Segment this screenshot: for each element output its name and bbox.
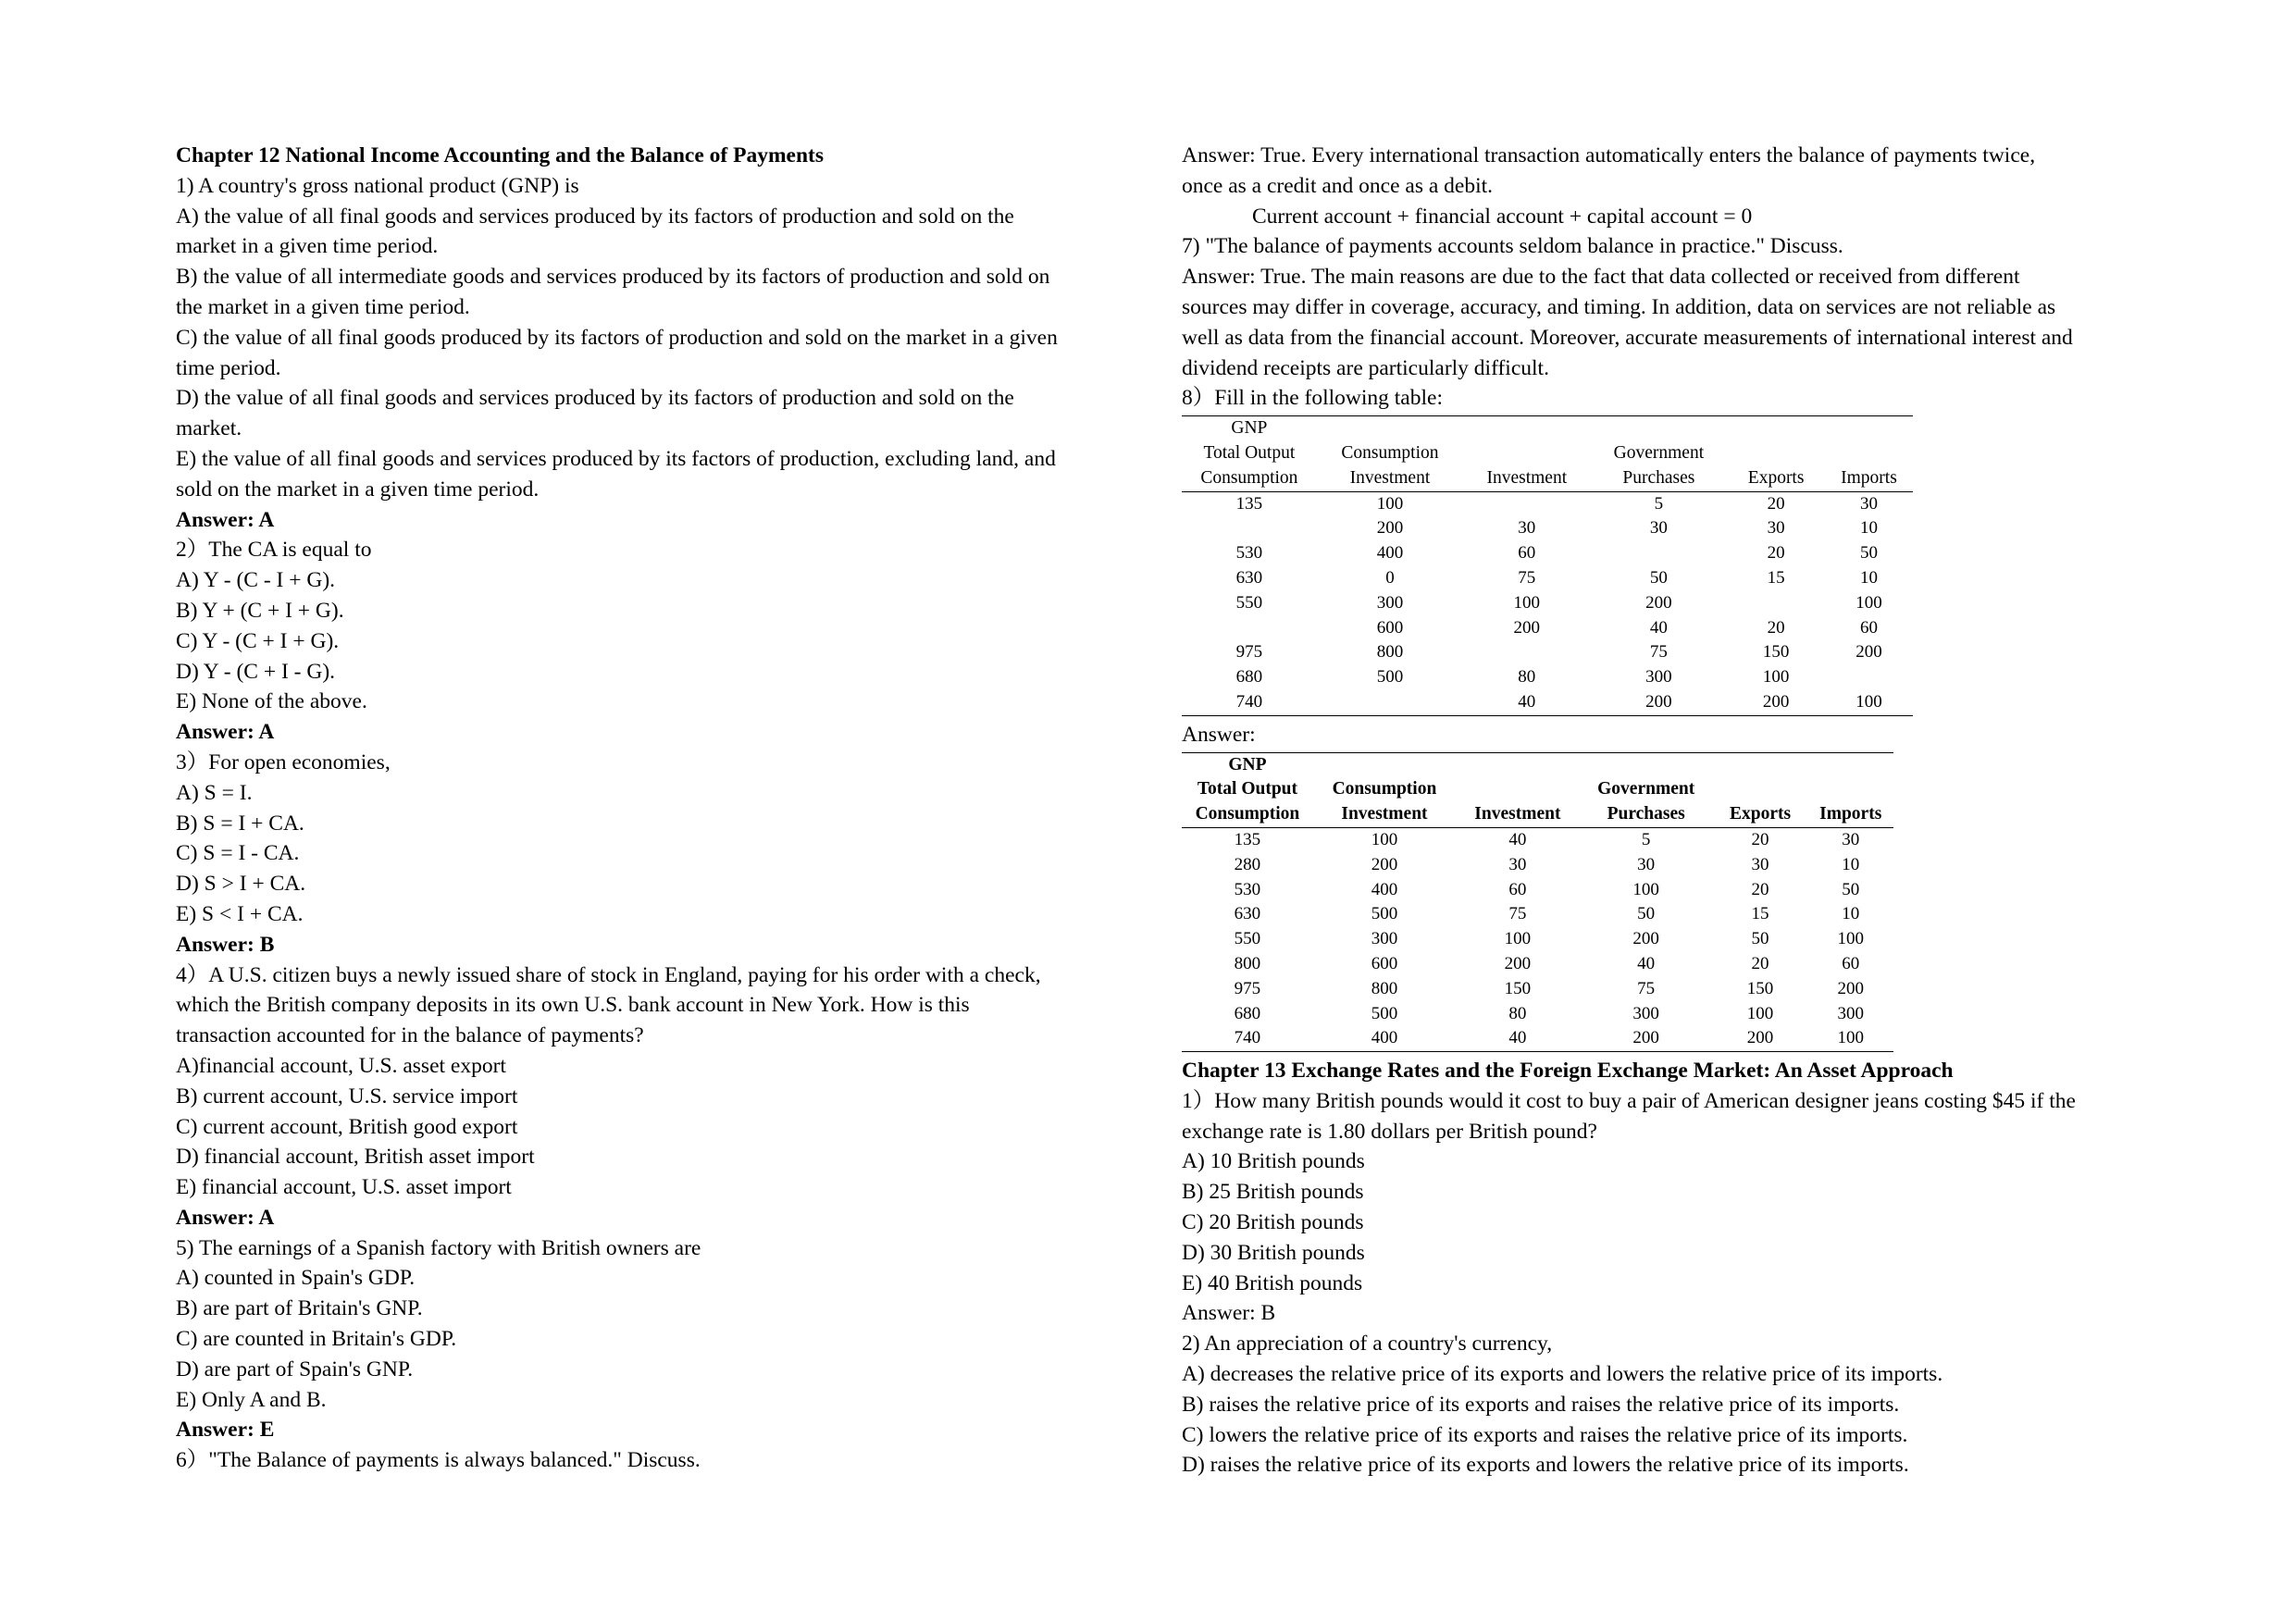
table-cell: 630 [1235, 567, 1263, 588]
table-header-row [1182, 416, 1913, 441]
text-line: B) the value of all intermediate goods and services produced by its factors of production and sold on [176, 265, 1050, 290]
table-cell: 200 [1727, 690, 1825, 715]
table-cell: 0 [1385, 567, 1395, 588]
table-cell [1463, 491, 1590, 516]
text-line: A) Y - (C - I + G). [176, 568, 336, 593]
table-header-cell: Exports [1727, 466, 1825, 491]
text-line: A) S = I. [176, 780, 253, 805]
table-cell: 100 [1632, 879, 1659, 899]
table-cell: 100 [1825, 690, 1913, 715]
table-cell: 200 [1645, 592, 1672, 613]
table-cell: 40 [1649, 617, 1668, 638]
table-row [1182, 1026, 1893, 1051]
table-cell: 15 [1751, 904, 1769, 924]
table-cell [1317, 690, 1463, 715]
table-cell: 50 [1751, 929, 1769, 949]
table-cell: 20 [1751, 953, 1769, 973]
table-header-cell: Purchases [1590, 466, 1727, 491]
heading-line: Chapter 13 Exchange Rates and the Foreign Exchange Market: An Asset Approach [1182, 1059, 1954, 1084]
text-line: 1）How many British pounds would it cost to buy a pair of American designer jeans costing $45 if the [1182, 1088, 2076, 1113]
table-cell: 300 [1371, 929, 1398, 949]
table-cell: 20 [1767, 543, 1785, 564]
question-8-answer-table [1182, 752, 1893, 1053]
text-line: 2) An appreciation of a country's currency, [1182, 1332, 1553, 1357]
answer-label: Answer: [1182, 722, 1256, 747]
table-header-cell [1825, 416, 1913, 441]
text-line: B) current account, U.S. service import [176, 1084, 518, 1109]
heading-line: Answer: A [176, 720, 275, 745]
table-header-cell: Investment [1313, 802, 1456, 827]
table-cell: 50 [1842, 879, 1860, 899]
table-cell: 30 [1842, 829, 1860, 849]
text-line: A) decreases the relative price of its exports and lowers the relative price of its imports. [1182, 1362, 1943, 1387]
table-header-cell: Total Output [1197, 779, 1298, 799]
table-header-cell [1580, 752, 1713, 777]
table-row [1182, 690, 1913, 715]
right-column [1182, 141, 2163, 1481]
table-header-cell: Government [1613, 442, 1705, 463]
table-header-cell [1825, 441, 1913, 466]
table-cell: 10 [1842, 904, 1860, 924]
table-cell: 20 [1751, 829, 1769, 849]
table-header-row [1182, 777, 1893, 802]
table-cell: 500 [1371, 1003, 1398, 1023]
table-cell: 800 [1234, 953, 1261, 973]
table-row [1182, 902, 1893, 927]
table-cell: 200 [1713, 1026, 1808, 1051]
table-cell: 20 [1767, 493, 1785, 514]
table-header-cell: Imports [1807, 802, 1893, 827]
table-cell: 30 [1518, 518, 1536, 539]
text-line: C) Y - (C + I + G). [176, 628, 340, 653]
table-cell [1463, 640, 1590, 665]
table-header-cell: GNP [1182, 416, 1317, 441]
table-cell: 300 [1837, 1003, 1864, 1023]
table-cell: 100 [1376, 493, 1404, 514]
text-line: 3）For open economies, [176, 750, 391, 774]
table-row [1182, 640, 1913, 665]
text-line: once as a credit and once as a debit. [1182, 173, 1494, 198]
text-line: market. [176, 416, 242, 441]
table-cell: 200 [1371, 854, 1398, 874]
table-cell: 200 [1513, 617, 1541, 638]
table-cell: 20 [1751, 879, 1769, 899]
table-row [1182, 927, 1893, 952]
text-line: A) 10 British pounds [1182, 1149, 1365, 1174]
text-line: E) 40 British pounds [1182, 1270, 1363, 1295]
table-header-cell: Total Output [1203, 442, 1296, 463]
table-header-cell: Consumption [1341, 442, 1439, 463]
text-line: A) counted in Spain's GDP. [176, 1266, 416, 1291]
table-cell: 100 [1504, 929, 1532, 949]
table-cell: 135 [1235, 493, 1263, 514]
table-header-cell: Investment [1456, 802, 1580, 827]
table-cell: 40 [1456, 1026, 1580, 1051]
table-cell: 300 [1645, 667, 1672, 688]
text-line: C) S = I - CA. [176, 841, 300, 866]
table-cell: 5 [1641, 829, 1651, 849]
text-line: B) Y + (C + I + G). [176, 598, 344, 623]
table-cell [1727, 591, 1825, 616]
table-cell: 200 [1837, 978, 1864, 998]
table-cell: 550 [1235, 592, 1263, 613]
text-line: 8）Fill in the following table: [1182, 386, 1443, 411]
text-line: transaction accounted for in the balance of payments? [176, 1023, 644, 1048]
table-cell: 500 [1376, 667, 1404, 688]
text-line: B) are part of Britain's GNP. [176, 1296, 423, 1321]
table-header-row [1182, 466, 1913, 491]
table-cell [1182, 616, 1317, 641]
table-header-cell [1807, 777, 1893, 802]
text-line: C) the value of all final goods produced by its factors of production and sold on the market in a given [176, 325, 1058, 350]
heading-line: Answer: A [176, 1205, 275, 1230]
table-cell: 15 [1767, 567, 1785, 588]
table-row [1182, 616, 1913, 641]
table-cell: 400 [1313, 1026, 1456, 1051]
table-cell: 400 [1376, 543, 1404, 564]
left-column [176, 141, 1148, 1476]
table-cell: 100 [1371, 829, 1398, 849]
table-cell: 40 [1463, 690, 1590, 715]
table-cell: 280 [1234, 854, 1261, 874]
table-cell: 50 [1637, 904, 1656, 924]
table-row [1182, 853, 1893, 878]
table-cell: 60 [1842, 953, 1860, 973]
table-cell: 975 [1234, 978, 1261, 998]
table-cell: 40 [1508, 829, 1527, 849]
text-line: A)financial account, U.S. asset export [176, 1053, 506, 1078]
table-header-cell [1713, 752, 1808, 777]
table-cell: 60 [1518, 543, 1536, 564]
table-header-cell: Investment [1463, 466, 1590, 491]
text-line: E) S < I + CA. [176, 901, 304, 926]
text-line: B) raises the relative price of its exports and raises the relative price of its imports. [1182, 1392, 1900, 1417]
text-line: D) the value of all final goods and services produced by its factors of production and sold on the [176, 386, 1014, 411]
table-cell: 600 [1376, 617, 1404, 638]
table-header-cell: Imports [1825, 466, 1913, 491]
table-cell: 60 [1508, 879, 1527, 899]
table-cell: 100 [1513, 592, 1541, 613]
table-header-row [1182, 752, 1893, 777]
table-header-cell [1590, 416, 1727, 441]
table-row [1182, 516, 1913, 541]
table-row [1182, 878, 1893, 903]
text-line: well as data from the financial account. Moreover, accurate measurements of international interest and [1182, 325, 2073, 350]
table-cell: 530 [1235, 543, 1263, 564]
table-header-cell [1727, 441, 1825, 466]
text-line: Current account + financial account + capital account = 0 [1252, 204, 1753, 229]
table-cell: 300 [1376, 592, 1404, 613]
table-cell: 30 [1859, 493, 1878, 514]
table-header-cell: GNP [1182, 752, 1313, 777]
table-cell: 75 [1637, 978, 1656, 998]
table-header-cell: Government [1597, 779, 1695, 799]
text-line: market in a given time period. [176, 234, 439, 259]
table-cell: 150 [1504, 978, 1532, 998]
text-line: E) None of the above. [176, 689, 367, 714]
text-line: C) are counted in Britain's GDP. [176, 1327, 457, 1352]
table-cell: 200 [1855, 642, 1882, 663]
text-line: C) 20 British pounds [1182, 1210, 1364, 1235]
table-cell [1182, 516, 1317, 541]
table-cell: 30 [1751, 854, 1769, 874]
table-cell: 800 [1371, 978, 1398, 998]
text-line: A) the value of all final goods and services produced by its factors of production and sold on the [176, 204, 1014, 229]
table-cell: 10 [1859, 567, 1878, 588]
table-header-cell [1727, 416, 1825, 441]
text-line: C) current account, British good export [176, 1114, 518, 1139]
text-line: 6）"The Balance of payments is always balanced." Discuss. [176, 1448, 701, 1473]
table-cell: 30 [1508, 854, 1527, 874]
table-row [1182, 665, 1913, 690]
table-cell: 530 [1234, 879, 1261, 899]
text-line: D) are part of Spain's GNP. [176, 1357, 414, 1381]
table-cell: 740 [1182, 690, 1317, 715]
table-cell: 80 [1508, 1003, 1527, 1023]
heading-line: Chapter 12 National Income Accounting and the Balance of Payments [176, 143, 824, 167]
text-line: 2）The CA is equal to [176, 538, 372, 563]
table-row [1182, 952, 1893, 977]
table-cell: 75 [1518, 567, 1536, 588]
right-top-text [1182, 141, 2163, 414]
table-cell: 10 [1842, 854, 1860, 874]
table-cell: 600 [1371, 953, 1398, 973]
table-header-cell: Consumption [1332, 779, 1437, 799]
table-header-cell [1463, 416, 1590, 441]
table-cell: 75 [1649, 642, 1668, 663]
table-cell: 30 [1637, 854, 1656, 874]
text-line: Answer: B [1182, 1301, 1276, 1326]
table-header-cell [1463, 441, 1590, 466]
question-8-table [1182, 415, 1913, 716]
table-cell: 150 [1746, 978, 1774, 998]
table-row [1182, 541, 1913, 566]
table-cell: 200 [1590, 690, 1727, 715]
table-header-row [1182, 441, 1913, 466]
text-line: 7) "The balance of payments accounts seldom balance in practice." Discuss. [1182, 234, 1843, 259]
table-cell: 60 [1859, 617, 1878, 638]
text-line: Answer: True. Every international transaction automatically enters the balance of payments twice, [1182, 143, 2036, 167]
table-cell: 500 [1371, 904, 1398, 924]
table-row [1182, 977, 1893, 1002]
table-cell: 100 [1762, 667, 1790, 688]
text-line: which the British company deposits in its own U.S. bank account in New York. How is this [176, 993, 970, 1018]
right-bottom-text [1182, 1056, 2163, 1481]
table-cell: 20 [1767, 617, 1785, 638]
text-line: E) financial account, U.S. asset import [176, 1175, 512, 1200]
text-line: D) financial account, British asset import [176, 1145, 535, 1170]
table-cell: 50 [1859, 543, 1878, 564]
text-line: D) S > I + CA. [176, 872, 306, 897]
text-line: 4）A U.S. citizen buys a newly issued share of stock in England, paying for his order with a check, [176, 962, 1041, 987]
table-header-row [1182, 802, 1893, 827]
table-cell: 200 [1632, 929, 1659, 949]
table-cell: 50 [1649, 567, 1668, 588]
table-cell [1825, 665, 1913, 690]
table-cell: 75 [1508, 904, 1527, 924]
table-cell: 300 [1632, 1003, 1659, 1023]
table-header-cell [1713, 777, 1808, 802]
text-line: sources may differ in coverage, accuracy, and timing. In addition, data on services are not reliable as [1182, 294, 2056, 319]
table-cell: 10 [1859, 518, 1878, 539]
text-line: time period. [176, 355, 281, 380]
heading-line: Answer: B [176, 932, 275, 957]
table-cell: 80 [1518, 667, 1536, 688]
table-cell: 5 [1654, 493, 1664, 514]
table-cell: 200 [1376, 518, 1404, 539]
text-line: the market in a given time period. [176, 294, 470, 319]
text-line: E) Only A and B. [176, 1387, 327, 1412]
table-cell: 150 [1762, 642, 1790, 663]
table-row [1182, 566, 1913, 591]
text-line: C) lowers the relative price of its exports and raises the relative price of its imports. [1182, 1422, 1908, 1447]
table-cell: 200 [1580, 1026, 1713, 1051]
text-line: D) raises the relative price of its exports and lowers the relative price of its imports. [1182, 1453, 1909, 1478]
table-header-cell [1807, 752, 1893, 777]
text-line: 5) The earnings of a Spanish factory with British owners are [176, 1235, 701, 1260]
table-cell: 740 [1182, 1026, 1313, 1051]
table-row [1182, 827, 1893, 852]
text-line: B) 25 British pounds [1182, 1180, 1364, 1205]
text-line: 1) A country's gross national product (GNP) is [176, 173, 579, 198]
table-cell: 630 [1234, 904, 1261, 924]
text-line: dividend receipts are particularly difficult. [1182, 355, 1549, 380]
table-header-cell: Purchases [1580, 802, 1713, 827]
table-cell: 680 [1234, 1003, 1261, 1023]
table-cell [1590, 541, 1727, 566]
table-row [1182, 591, 1913, 616]
text-line: B) S = I + CA. [176, 811, 304, 836]
text-line: sold on the market in a given time period. [176, 477, 540, 502]
table-cell: 100 [1746, 1003, 1774, 1023]
table-header-cell: Consumption [1182, 466, 1317, 491]
table-header-cell: Investment [1317, 466, 1463, 491]
table-header-cell [1456, 752, 1580, 777]
text-line: E) the value of all final goods and services produced by its factors of production, excluding land, and [176, 446, 1056, 471]
table-cell: 100 [1807, 1026, 1893, 1051]
table-cell: 30 [1649, 518, 1668, 539]
table-cell: 100 [1855, 592, 1882, 613]
table-header-cell: Exports [1713, 802, 1808, 827]
heading-line: Answer: A [176, 507, 275, 532]
table-row [1182, 491, 1913, 516]
text-line: D) Y - (C + I - G). [176, 659, 336, 684]
text-line: D) 30 British pounds [1182, 1240, 1365, 1265]
table-cell: 135 [1234, 829, 1261, 849]
table-cell: 550 [1234, 929, 1261, 949]
table-header-cell [1317, 416, 1463, 441]
table-cell: 40 [1637, 953, 1656, 973]
text-line: Answer: True. The main reasons are due to the fact that data collected or received from different [1182, 265, 2020, 290]
table-cell: 30 [1767, 518, 1785, 539]
heading-line: Answer: E [176, 1418, 275, 1443]
table-cell: 100 [1837, 929, 1864, 949]
table-header-cell [1456, 777, 1580, 802]
table-cell: 680 [1235, 667, 1263, 688]
table-header-cell [1313, 752, 1456, 777]
table-cell: 400 [1371, 879, 1398, 899]
table-row [1182, 1002, 1893, 1027]
table-cell: 200 [1504, 953, 1532, 973]
text-line: exchange rate is 1.80 dollars per British pound? [1182, 1119, 1597, 1144]
table-cell: 800 [1376, 642, 1404, 663]
table-header-cell: Consumption [1182, 802, 1313, 827]
table-cell: 975 [1235, 642, 1263, 663]
